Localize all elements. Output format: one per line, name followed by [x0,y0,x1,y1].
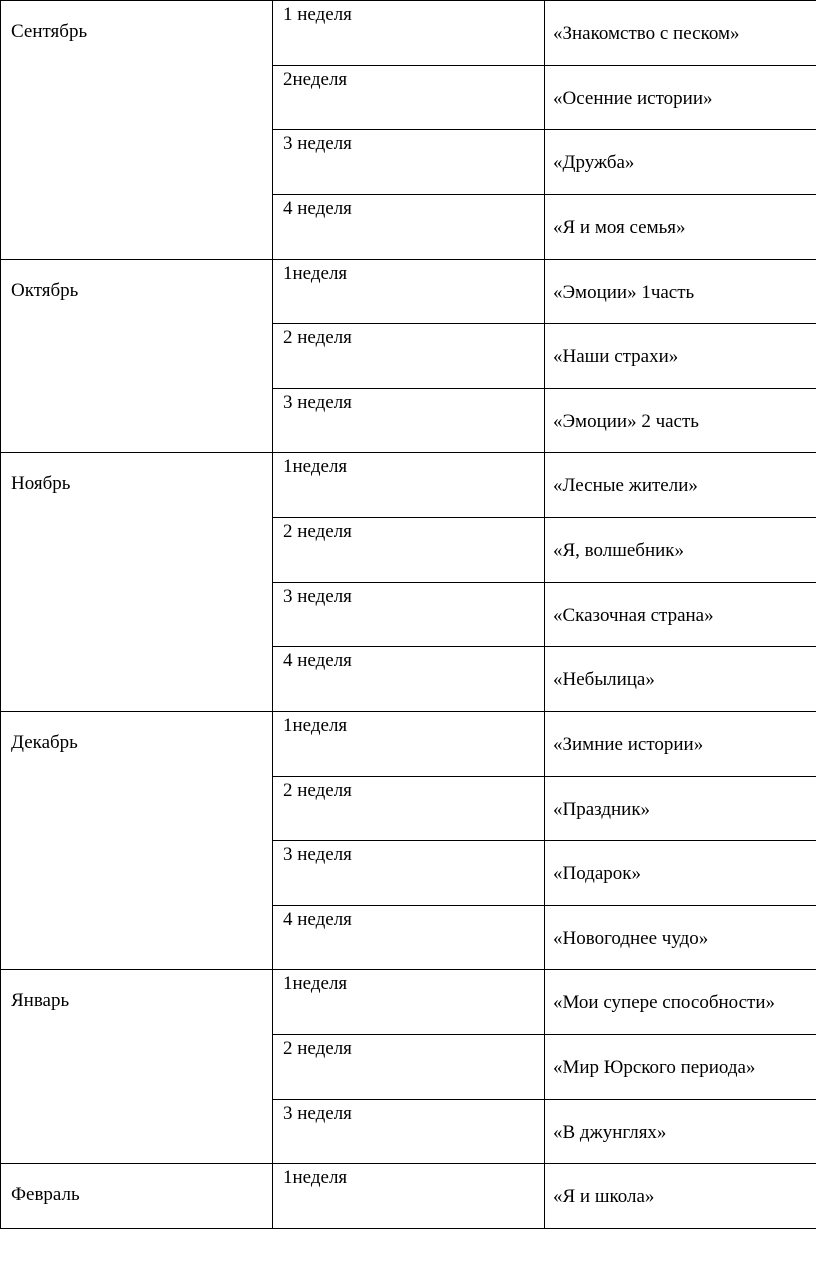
month-cell [1,970,273,1164]
week-cell [273,841,545,906]
week-cell [273,1035,545,1100]
week-label: 2 неделя [283,779,352,801]
week-cell [273,711,545,776]
week-cell [273,582,545,647]
theme-label: «Праздник» [553,798,651,820]
week-label: 1неделя [283,973,348,995]
table-row [1,970,816,1035]
theme-label: «Наши страхи» [553,346,679,368]
theme-cell [545,1,816,66]
theme-label: «Дружба» [553,152,635,174]
week-cell [273,970,545,1035]
table-row [1,259,816,324]
theme-cell [545,905,816,970]
month-label: Январь [11,990,70,1012]
theme-label: «Я и школа» [553,1186,655,1208]
week-label: 1неделя [283,1167,348,1189]
table-row [1,453,816,518]
theme-cell [545,324,816,389]
week-cell [273,65,545,130]
theme-cell [545,65,816,130]
theme-cell [545,388,816,453]
month-cell [1,259,273,453]
week-cell [273,194,545,259]
week-cell [273,453,545,518]
week-cell [273,647,545,712]
theme-label: «Эмоции» 2 часть [553,410,699,432]
week-label: 1неделя [283,262,348,284]
schedule-body [1,1,816,1229]
week-label: 2 неделя [283,521,352,542]
theme-cell [545,841,816,906]
week-cell [273,776,545,841]
week-cell [273,259,545,324]
theme-cell [545,1164,816,1229]
theme-label: «Сказочная страна» [553,604,714,626]
theme-label: «В джунглях» [553,1121,667,1143]
table-row [1,1164,816,1229]
theme-label: «Осенние истории» [553,87,713,109]
week-label: 3 неделя [283,585,352,607]
theme-cell [545,194,816,259]
month-cell [1,453,273,712]
week-label: 3 неделя [283,391,352,413]
theme-cell [545,711,816,776]
month-cell [1,1164,273,1229]
theme-label: «Мои супере способности» [553,992,776,1014]
week-cell [273,1099,545,1164]
theme-cell [545,518,816,583]
week-label: 3 неделя [283,844,352,866]
theme-cell [545,130,816,195]
week-cell [273,518,545,583]
theme-label: «Эмоции» 1часть [553,281,695,303]
week-label: 4 неделя [283,908,352,930]
theme-label: «Я, волшебник» [553,540,685,561]
week-label: 2 неделя [283,327,352,349]
theme-label: «Я и моя семья» [553,216,686,238]
theme-label: «Лесные жители» [553,475,698,497]
week-cell [273,1,545,66]
table-row [1,711,816,776]
week-label: 4 неделя [283,650,352,672]
week-label: 1неделя [283,714,348,736]
table-row [1,1,816,66]
theme-cell [545,582,816,647]
week-label: 1неделя [283,456,348,478]
week-label: 3 неделя [283,133,352,155]
theme-cell [545,776,816,841]
theme-cell [545,1099,816,1164]
theme-cell [545,259,816,324]
theme-cell [545,1035,816,1100]
theme-label: «Новогоднее чудо» [553,927,709,949]
theme-label: «Небылица» [553,669,655,691]
theme-cell [545,647,816,712]
week-cell [273,130,545,195]
week-cell [273,1164,545,1229]
month-label: Ноябрь [11,473,71,495]
week-label: 2неделя [283,68,348,90]
theme-label: «Мир Юрского периода» [553,1057,756,1078]
month-cell [1,711,273,970]
theme-cell [545,453,816,518]
theme-label: «Подарок» [553,863,642,885]
week-label: 2 неделя [283,1038,352,1059]
theme-label: «Знакомство с песком» [553,23,740,44]
month-label: Декабрь [11,731,78,753]
week-cell [273,905,545,970]
week-label: 4 неделя [283,197,352,219]
week-cell [273,324,545,389]
theme-label: «Зимние истории» [553,733,704,755]
month-label: Февраль [11,1184,80,1206]
week-label: 1 неделя [283,4,352,25]
week-cell [273,388,545,453]
theme-cell [545,970,816,1035]
month-cell [1,1,273,260]
month-label: Октябрь [11,279,79,301]
month-label: Сентябрь [11,21,88,42]
week-label: 3 неделя [283,1102,352,1124]
